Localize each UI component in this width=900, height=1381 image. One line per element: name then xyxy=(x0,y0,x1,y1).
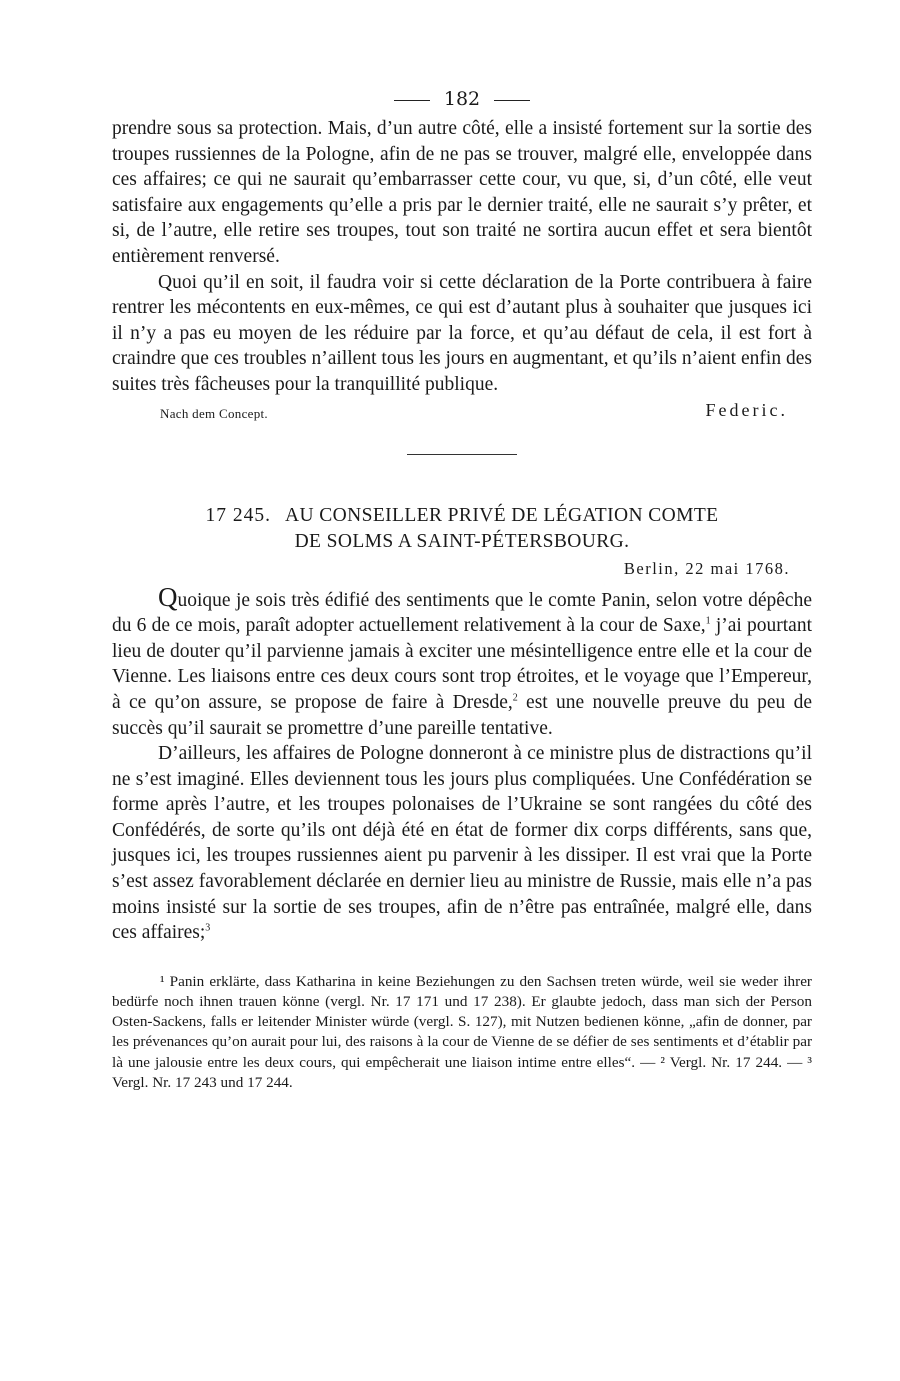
source-note: Nach dem Concept. xyxy=(160,405,268,421)
footnote-ref-3: 3 xyxy=(205,922,211,934)
signature-row xyxy=(112,398,812,426)
letter-number: 17 245. xyxy=(205,504,271,526)
signature: Federic. xyxy=(705,399,788,420)
letter-paragraph-1 xyxy=(112,581,812,742)
drop-cap: Q xyxy=(158,581,178,612)
footnote-ref-2: 2 xyxy=(512,692,518,704)
letter-title-line2: DE SOLMS A SAINT-PÉTERSBOURG. xyxy=(294,530,630,552)
letter-title xyxy=(112,503,812,555)
letter-title-line1: AU CONSEILLER PRIVÉ DE LÉGATION COMTE xyxy=(285,504,719,526)
paragraph-continued: prendre sous sa protection. Mais, d’un autre côté, elle a insisté fortement sur la sortie des troupes russiennes de la Pologne, afin de ne pas se trouver, malgré elle, enveloppée dans ces affaires; ce qui ne saurait qu’embarrasser cette cour, vu que, si, d’un côté, elle veut satisfaire aux engagements qu’elle a pris par le dernier traité, elle ne saurait s’y prêter, et si, de l’autre, elle retire ses troupes, tout son traité ne sortira aucun effet et sera bientôt entièrement renversé. xyxy=(112,118,812,267)
page-header xyxy=(112,82,812,116)
footnotes xyxy=(112,972,812,1093)
letter-dateline: Berlin, 22 mai 1768. xyxy=(623,558,790,578)
document-page xyxy=(112,82,812,1093)
footnote-text: ¹ Panin erklärte, dass Katharina in keine Beziehungen zu den Sachsen treten würde, weil sie weder ihrer bedürfe noch ihnen trauen könne (vergl. Nr. 17 171 und 17 238). Er glaubte jedoch, dass man sich der Person Osten-Sackens, falls er leitender Minister würde (vergl. S. 127), mit Nutzen bedienen könne, „afin de donner, par les prévenances qu’on aurait pour lui, des raisons à la cour de Vienne de se défier de ses sentiments et d’établir par là une jalousie entre les deux cours, qui empêcherait une liaison intime entre elles“. — ² Vergl. Nr. 17 244. — ³ Vergl. Nr. 17 243 und 17 244. xyxy=(112,972,812,1091)
letter-p1-text-b: j’ai pourtant lieu de douter qu’il parvienne jamais à exciter une mésintelligence entre elle et la cour de Vienne. Les liaisons entre ces deux cours sont trop étroites, et le voyage que l’Empereur, à ce qu’on assure, se propose de faire à Dresde, xyxy=(112,615,812,713)
letter-paragraph-2 xyxy=(112,741,812,946)
paragraph-quoi: Quoi qu’il en soit, il faudra voir si cette déclaration de la Porte contribuera à faire rentrer les mécontents en eux-mêmes, ce qui est d’autant plus à souhaiter que jusques ici il n’y a pas eu moyen de les réduire par la force, et qu’au défaut de cela, il est fort à craindre que ces troubles n’aillent tous les jours en augmentant, et qu’ils n’aient enfin des suites très fâcheuses pour la tranquillité publique. xyxy=(112,271,812,395)
page-number: 182 xyxy=(443,88,481,110)
letter-p2-text: D’ailleurs, les affaires de Pologne donneront à ce ministre plus de distractions qu’il ne s’est imaginé. Elles deviennent tous les jours plus compliquées. Une Confédération se forme après l’autre, et les troupes polonaises de l’Ukraine se sont rangées du côté des Confédérés, de sorte qu’ils ont déjà été en état de former dix corps différents, sans que, jusques ici, les troupes russiennes aient pu parvenir à les dissiper. Il est vrai que la Porte s’est assez favorablement déclarée en dernier lieu au ministre de Russie, mais elle n’a pas moins insisté sur la sortie de ses troupes, afin de n’être pas entraînée, malgré elle, dans ces affaires; xyxy=(112,743,812,944)
section-divider xyxy=(407,454,517,455)
letter-p1-text-a: uoique je sois très édifié des sentiments que le comte Panin, selon votre dépêche du 6 de ce mois, paraît adopter actuellement relativement à la cour de Saxe, xyxy=(112,589,812,637)
letter-p1-text-c: est une nouvelle preuve du peu de succès qu’il saurait se promettre d’une pareille tentative. xyxy=(112,691,812,739)
footnote-ref-1: 1 xyxy=(705,615,711,627)
header-dash-right xyxy=(494,100,530,101)
header-dash-left xyxy=(394,100,430,101)
